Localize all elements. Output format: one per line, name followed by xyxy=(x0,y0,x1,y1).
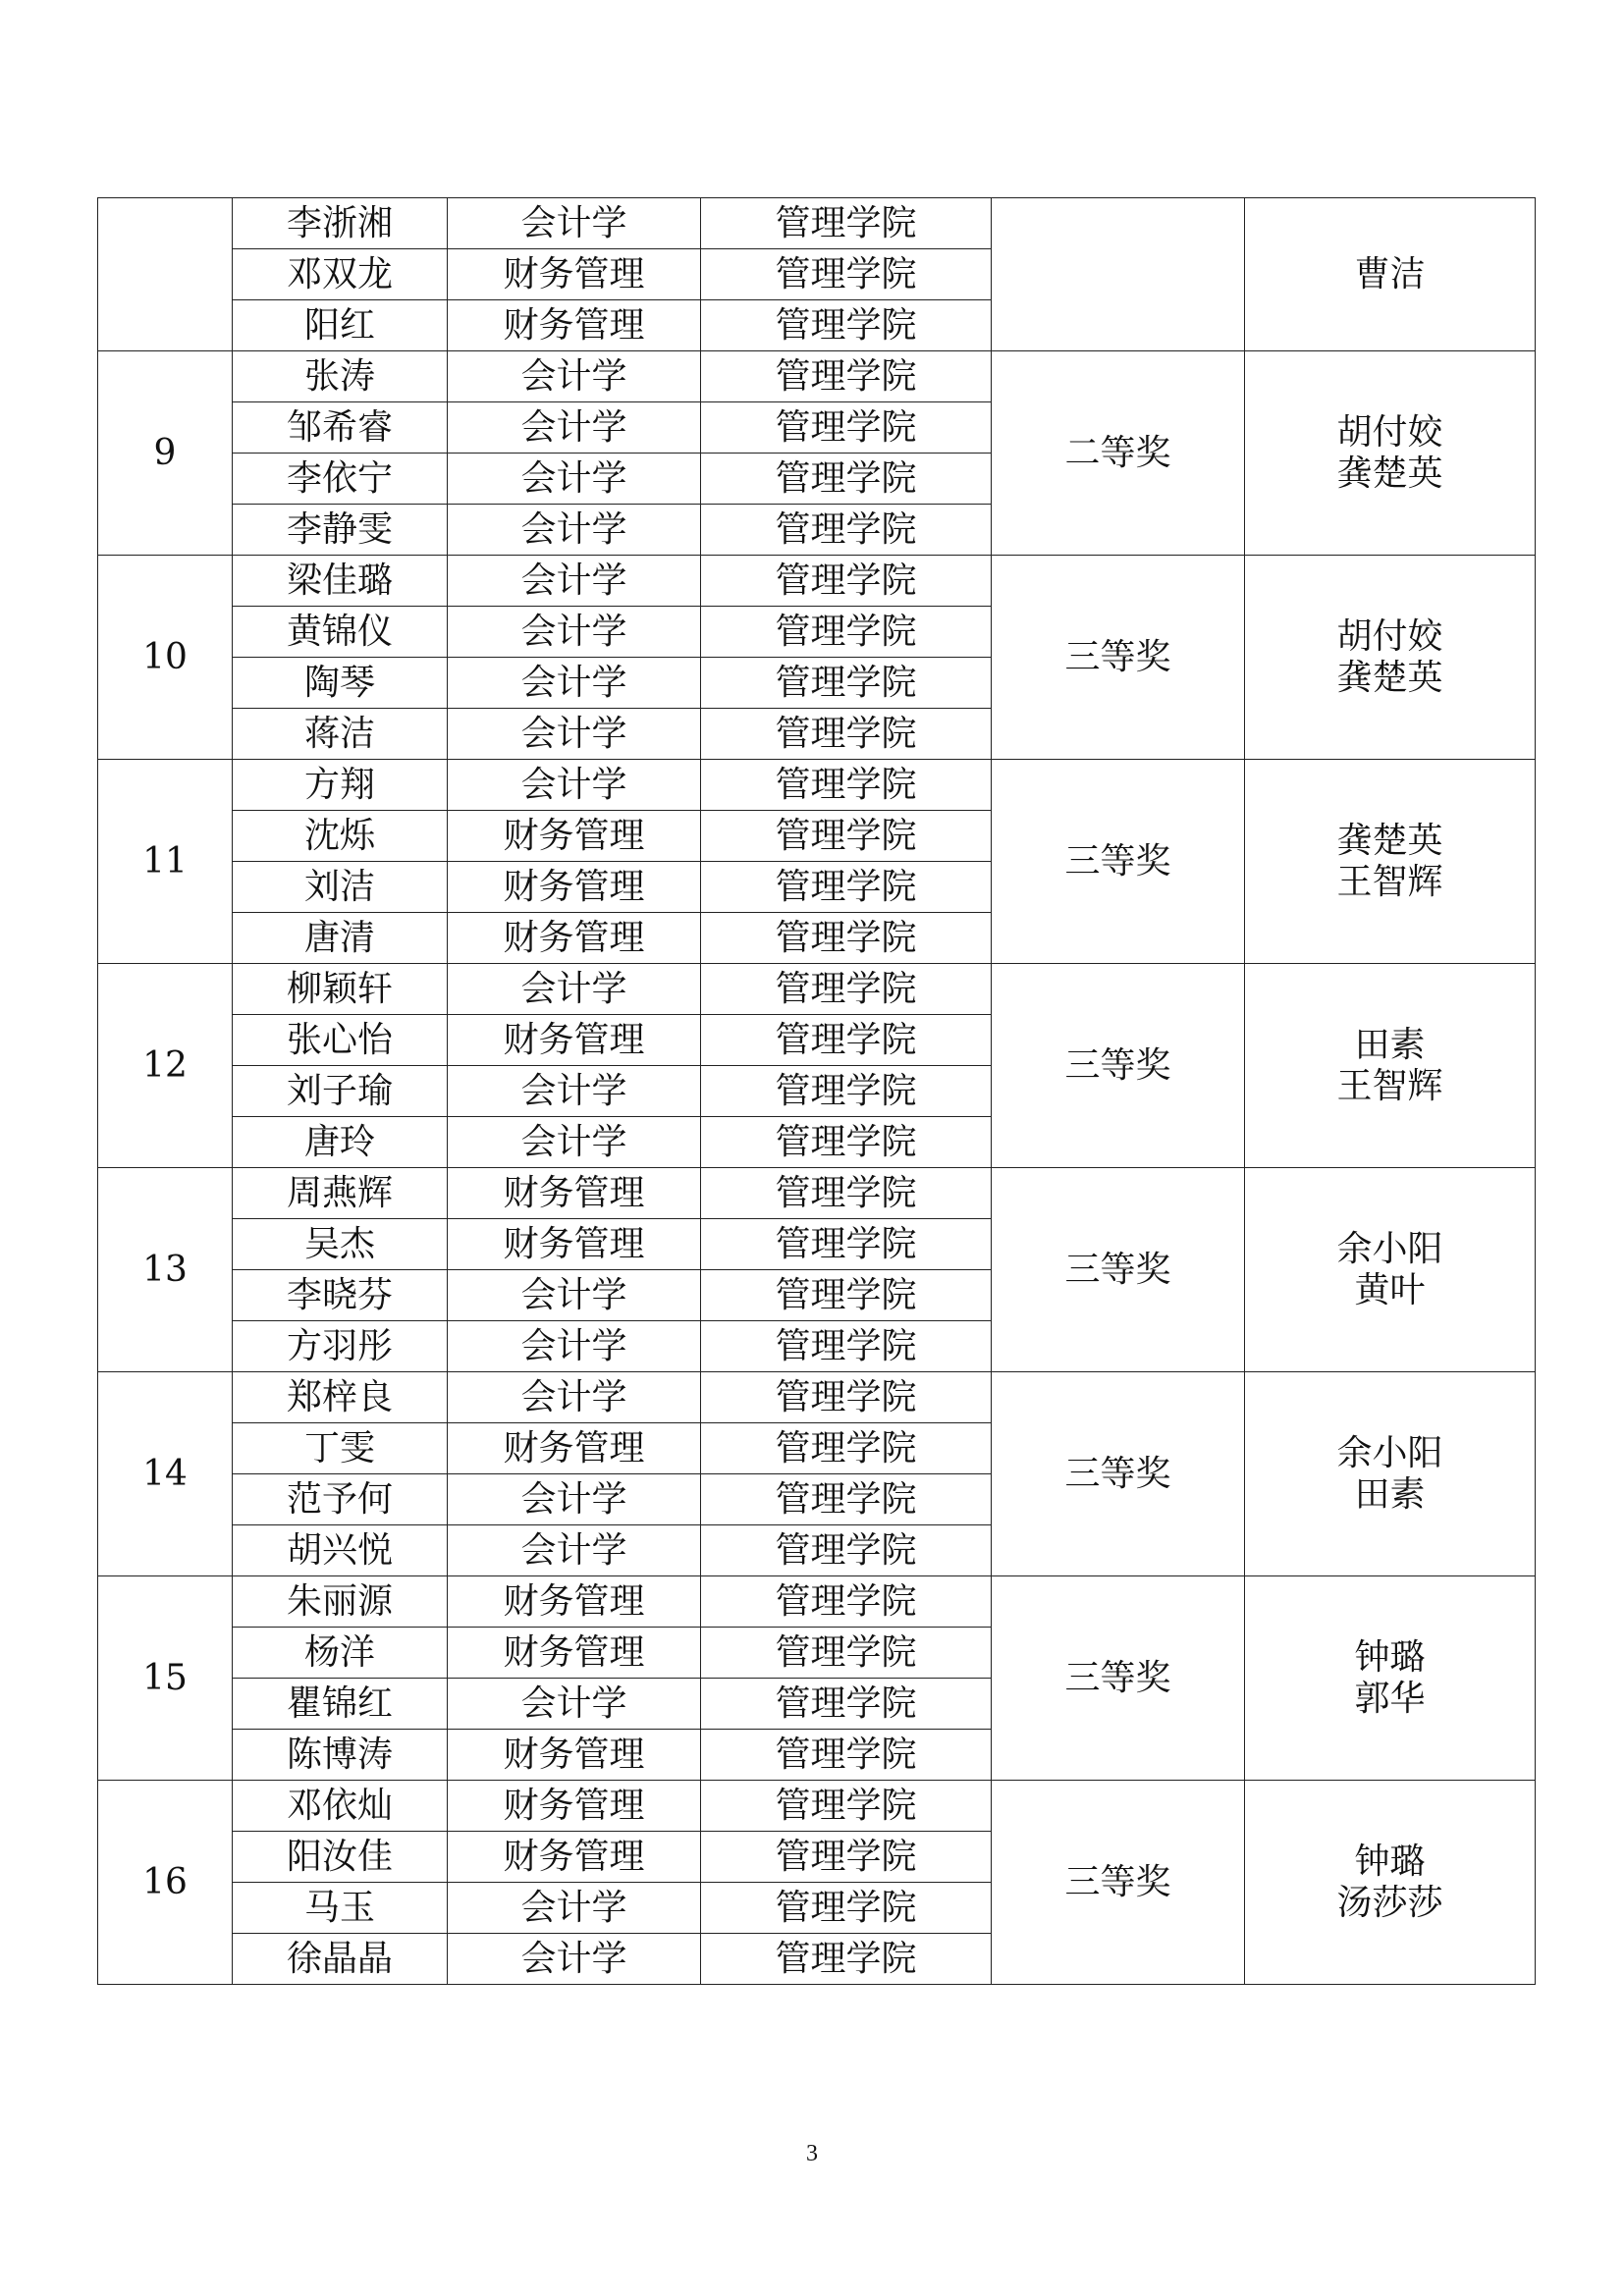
member-college-cell: 管理学院 xyxy=(701,249,992,300)
member-college-cell: 管理学院 xyxy=(701,1219,992,1270)
member-name-cell: 张涛 xyxy=(233,351,448,402)
member-major-cell: 财务管理 xyxy=(448,913,701,964)
group-number-cell: 15 xyxy=(98,1576,233,1781)
member-major-cell: 会计学 xyxy=(448,1525,701,1576)
member-major-cell: 会计学 xyxy=(448,454,701,505)
group-number-cell: 16 xyxy=(98,1781,233,1985)
group-number-cell xyxy=(98,198,233,351)
group-number-cell: 13 xyxy=(98,1168,233,1372)
advisor-cell xyxy=(1245,1168,1536,1372)
member-major-cell: 会计学 xyxy=(448,1372,701,1423)
award-level-cell: 三等奖 xyxy=(992,1576,1245,1781)
member-major-cell: 会计学 xyxy=(448,556,701,607)
member-name-cell: 陈博涛 xyxy=(233,1730,448,1781)
member-name-cell: 刘子瑜 xyxy=(233,1066,448,1117)
advisor-cell xyxy=(1245,198,1536,351)
member-college-cell: 管理学院 xyxy=(701,1066,992,1117)
member-college-cell: 管理学院 xyxy=(701,811,992,862)
advisor-name: 郭华 xyxy=(1354,1678,1426,1719)
member-major-cell: 财务管理 xyxy=(448,1832,701,1883)
member-name-cell: 范予何 xyxy=(233,1474,448,1525)
member-college-cell: 管理学院 xyxy=(701,658,992,709)
member-college-cell: 管理学院 xyxy=(701,1730,992,1781)
member-college-cell: 管理学院 xyxy=(701,1321,992,1372)
member-college-cell: 管理学院 xyxy=(701,1934,992,1985)
member-college-cell: 管理学院 xyxy=(701,964,992,1015)
award-level-cell: 三等奖 xyxy=(992,760,1245,964)
group-number-cell: 14 xyxy=(98,1372,233,1576)
advisor-cell xyxy=(1245,351,1536,556)
member-major-cell: 财务管理 xyxy=(448,1015,701,1066)
member-major-cell: 财务管理 xyxy=(448,300,701,351)
member-major-cell: 会计学 xyxy=(448,402,701,454)
member-college-cell: 管理学院 xyxy=(701,1168,992,1219)
award-level-cell: 三等奖 xyxy=(992,1168,1245,1372)
awards-table-body xyxy=(98,198,1536,1985)
member-name-cell: 陶琴 xyxy=(233,658,448,709)
table-row xyxy=(98,198,1536,249)
member-name-cell: 张心怡 xyxy=(233,1015,448,1066)
member-major-cell: 会计学 xyxy=(448,198,701,249)
advisor-name: 钟璐 xyxy=(1354,1842,1426,1883)
member-college-cell: 管理学院 xyxy=(701,862,992,913)
member-major-cell: 会计学 xyxy=(448,351,701,402)
member-college-cell: 管理学院 xyxy=(701,1832,992,1883)
advisor-name: 龚楚英 xyxy=(1336,453,1443,494)
member-college-cell: 管理学院 xyxy=(701,1576,992,1628)
member-name-cell: 李晓芬 xyxy=(233,1270,448,1321)
member-name-cell: 唐玲 xyxy=(233,1117,448,1168)
advisor-cell xyxy=(1245,1576,1536,1781)
award-level-cell: 二等奖 xyxy=(992,351,1245,556)
awards-table xyxy=(97,197,1536,1985)
advisor-name: 田素 xyxy=(1354,1025,1426,1066)
member-college-cell: 管理学院 xyxy=(701,1781,992,1832)
member-name-cell: 朱丽源 xyxy=(233,1576,448,1628)
member-college-cell: 管理学院 xyxy=(701,1628,992,1679)
member-name-cell: 马玉 xyxy=(233,1883,448,1934)
member-college-cell: 管理学院 xyxy=(701,1474,992,1525)
group-number-cell: 9 xyxy=(98,351,233,556)
member-major-cell: 会计学 xyxy=(448,709,701,760)
advisor-name: 胡付姣 xyxy=(1336,616,1443,658)
member-major-cell: 会计学 xyxy=(448,1270,701,1321)
page-number: 3 xyxy=(806,2141,818,2166)
member-college-cell: 管理学院 xyxy=(701,1525,992,1576)
member-major-cell: 财务管理 xyxy=(448,1730,701,1781)
member-college-cell: 管理学院 xyxy=(701,709,992,760)
member-college-cell: 管理学院 xyxy=(701,1270,992,1321)
group-number-cell: 12 xyxy=(98,964,233,1168)
member-name-cell: 周燕辉 xyxy=(233,1168,448,1219)
member-college-cell: 管理学院 xyxy=(701,454,992,505)
member-major-cell: 财务管理 xyxy=(448,1168,701,1219)
member-major-cell: 财务管理 xyxy=(448,249,701,300)
table-row xyxy=(98,760,1536,811)
member-major-cell: 会计学 xyxy=(448,1474,701,1525)
member-name-cell: 李依宁 xyxy=(233,454,448,505)
member-name-cell: 李静雯 xyxy=(233,505,448,556)
member-major-cell: 财务管理 xyxy=(448,862,701,913)
group-number-cell: 10 xyxy=(98,556,233,760)
member-name-cell: 胡兴悦 xyxy=(233,1525,448,1576)
member-college-cell: 管理学院 xyxy=(701,402,992,454)
member-college-cell: 管理学院 xyxy=(701,505,992,556)
member-major-cell: 会计学 xyxy=(448,658,701,709)
member-major-cell: 会计学 xyxy=(448,964,701,1015)
award-level-cell: 三等奖 xyxy=(992,1372,1245,1576)
table-row xyxy=(98,556,1536,607)
advisor-name: 龚楚英 xyxy=(1336,657,1443,698)
member-major-cell: 会计学 xyxy=(448,505,701,556)
member-name-cell: 沈烁 xyxy=(233,811,448,862)
member-name-cell: 邓双龙 xyxy=(233,249,448,300)
advisor-cell xyxy=(1245,964,1536,1168)
member-college-cell: 管理学院 xyxy=(701,1372,992,1423)
table-row xyxy=(98,964,1536,1015)
member-name-cell: 柳颖轩 xyxy=(233,964,448,1015)
advisor-name: 钟璐 xyxy=(1354,1637,1426,1679)
member-major-cell: 财务管理 xyxy=(448,1576,701,1628)
member-name-cell: 邓依灿 xyxy=(233,1781,448,1832)
advisor-cell xyxy=(1245,1781,1536,1985)
advisor-name: 龚楚英 xyxy=(1336,821,1443,862)
member-name-cell: 唐清 xyxy=(233,913,448,964)
award-level-cell: 三等奖 xyxy=(992,1781,1245,1985)
member-name-cell: 瞿锦红 xyxy=(233,1679,448,1730)
member-college-cell: 管理学院 xyxy=(701,351,992,402)
member-college-cell: 管理学院 xyxy=(701,1117,992,1168)
member-major-cell: 财务管理 xyxy=(448,1781,701,1832)
member-name-cell: 黄锦仪 xyxy=(233,607,448,658)
member-name-cell: 刘洁 xyxy=(233,862,448,913)
advisor-cell xyxy=(1245,1372,1536,1576)
member-major-cell: 会计学 xyxy=(448,607,701,658)
table-row xyxy=(98,1372,1536,1423)
member-name-cell: 郑梓良 xyxy=(233,1372,448,1423)
advisor-name: 王智辉 xyxy=(1336,1065,1443,1106)
table-row xyxy=(98,1781,1536,1832)
member-major-cell: 会计学 xyxy=(448,760,701,811)
award-level-cell: 三等奖 xyxy=(992,556,1245,760)
group-number-cell: 11 xyxy=(98,760,233,964)
advisor-cell xyxy=(1245,760,1536,964)
member-major-cell: 会计学 xyxy=(448,1066,701,1117)
member-major-cell: 会计学 xyxy=(448,1883,701,1934)
member-name-cell: 蒋洁 xyxy=(233,709,448,760)
advisor-name: 田素 xyxy=(1354,1473,1426,1515)
advisor-name: 王智辉 xyxy=(1336,861,1443,902)
member-college-cell: 管理学院 xyxy=(701,1015,992,1066)
member-college-cell: 管理学院 xyxy=(701,556,992,607)
member-college-cell: 管理学院 xyxy=(701,607,992,658)
member-college-cell: 管理学院 xyxy=(701,300,992,351)
member-name-cell: 方翔 xyxy=(233,760,448,811)
member-major-cell: 财务管理 xyxy=(448,1423,701,1474)
member-college-cell: 管理学院 xyxy=(701,760,992,811)
table-row xyxy=(98,1168,1536,1219)
member-major-cell: 财务管理 xyxy=(448,1219,701,1270)
advisor-cell xyxy=(1245,556,1536,760)
member-name-cell: 徐晶晶 xyxy=(233,1934,448,1985)
table-row xyxy=(98,1576,1536,1628)
award-level-cell: 三等奖 xyxy=(992,964,1245,1168)
advisor-name: 汤莎莎 xyxy=(1336,1882,1443,1923)
member-name-cell: 阳红 xyxy=(233,300,448,351)
member-name-cell: 吴杰 xyxy=(233,1219,448,1270)
member-name-cell: 李浙湘 xyxy=(233,198,448,249)
member-major-cell: 会计学 xyxy=(448,1679,701,1730)
member-college-cell: 管理学院 xyxy=(701,1883,992,1934)
member-major-cell: 会计学 xyxy=(448,1321,701,1372)
member-name-cell: 杨洋 xyxy=(233,1628,448,1679)
table-row xyxy=(98,351,1536,402)
member-name-cell: 梁佳璐 xyxy=(233,556,448,607)
member-college-cell: 管理学院 xyxy=(701,198,992,249)
member-name-cell: 丁雯 xyxy=(233,1423,448,1474)
member-college-cell: 管理学院 xyxy=(701,913,992,964)
advisor-name: 曹洁 xyxy=(1354,253,1426,294)
member-major-cell: 财务管理 xyxy=(448,811,701,862)
advisor-name: 胡付姣 xyxy=(1336,412,1443,454)
member-name-cell: 阳汝佳 xyxy=(233,1832,448,1883)
member-major-cell: 财务管理 xyxy=(448,1628,701,1679)
advisor-name: 余小阳 xyxy=(1336,1229,1443,1270)
member-major-cell: 会计学 xyxy=(448,1117,701,1168)
member-major-cell: 会计学 xyxy=(448,1934,701,1985)
member-college-cell: 管理学院 xyxy=(701,1423,992,1474)
advisor-name: 黄叶 xyxy=(1354,1269,1426,1310)
advisor-name: 余小阳 xyxy=(1336,1433,1443,1474)
member-name-cell: 方羽彤 xyxy=(233,1321,448,1372)
member-name-cell: 邹希睿 xyxy=(233,402,448,454)
award-level-cell xyxy=(992,198,1245,351)
member-college-cell: 管理学院 xyxy=(701,1679,992,1730)
